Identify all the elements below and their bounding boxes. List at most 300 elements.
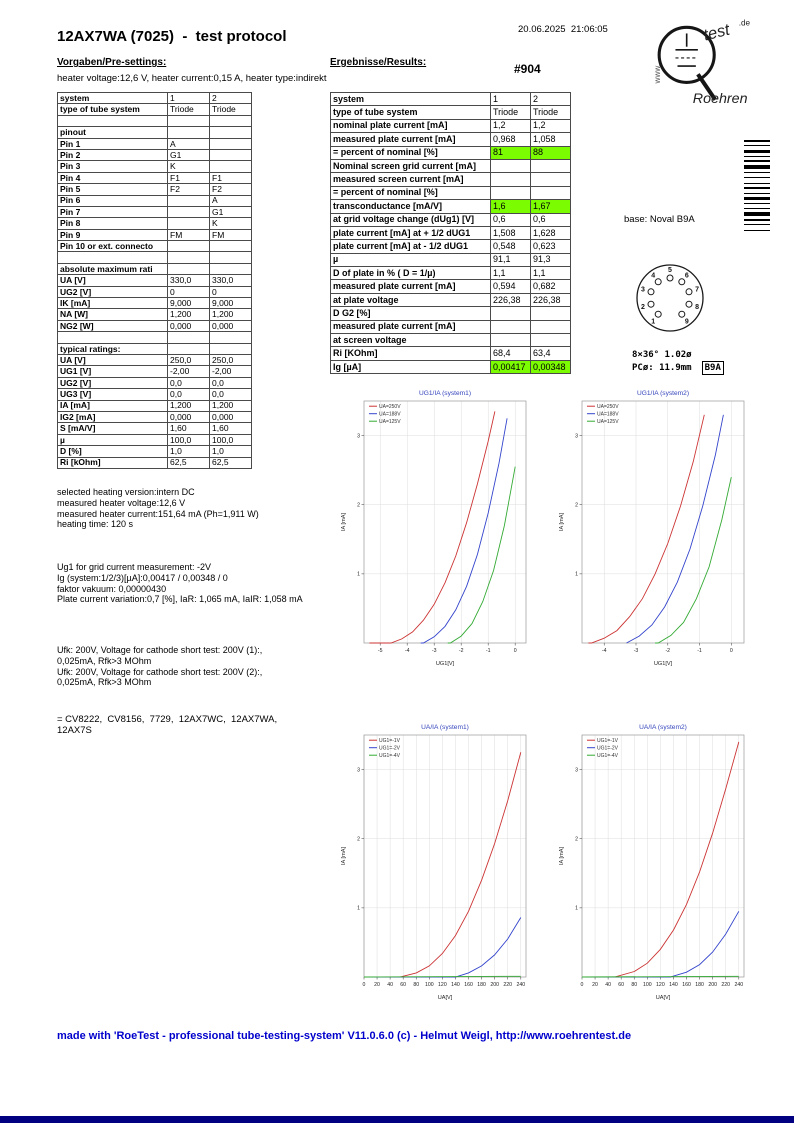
note-line: Ufk: 200V, Voltage for cathode short test: 200V (2):,	[57, 666, 263, 677]
value-system1: 250,0	[168, 354, 210, 365]
row-label: D of plate in % ( D = 1/µ)	[331, 267, 491, 280]
value-system1: 1	[491, 93, 531, 106]
value-system1	[168, 218, 210, 229]
value-system1	[491, 186, 531, 199]
b9a-badge: B9A	[702, 361, 724, 375]
row-label: measured plate current [mA]	[331, 133, 491, 146]
chart-ua-ia-system2	[556, 720, 751, 1015]
legend-label: UG1=-2V	[597, 745, 618, 752]
table-row	[331, 93, 571, 106]
socket-pin-number: 6	[684, 272, 689, 280]
legend-label: UA=188V	[597, 411, 619, 418]
x-tick-label: 120	[438, 982, 447, 988]
x-tick-label: -5	[377, 648, 383, 654]
value-system1: 0,000	[168, 320, 210, 331]
logo-www-text: www.	[653, 63, 663, 84]
x-tick-label: 120	[656, 982, 665, 988]
logo-name-text: Roehren	[692, 90, 748, 107]
table-row	[331, 173, 571, 186]
value-system2	[210, 241, 252, 252]
socket-pin-hole	[648, 301, 654, 307]
note-cathode-short-test	[57, 645, 262, 688]
x-tick-label: 80	[413, 982, 420, 988]
note-line: heating time: 120 s	[57, 519, 134, 530]
y-axis-label: IA [mA]	[341, 846, 347, 866]
legend-label: UG1=-4V	[379, 753, 400, 759]
x-tick-label: 40	[387, 982, 394, 988]
value-system2	[210, 149, 252, 160]
row-label: = percent of nominal [%]	[331, 146, 491, 159]
table-row	[58, 138, 252, 149]
x-tick-label: 180	[477, 982, 486, 988]
y-tick-label: 3	[575, 433, 578, 440]
x-tick-label: 140	[451, 982, 460, 988]
x-tick-label: 140	[669, 982, 678, 988]
row-label: Pin 9	[58, 229, 168, 240]
table-row	[58, 343, 252, 354]
value-system2: Triode	[531, 106, 571, 119]
socket-pin-number: 2	[640, 304, 645, 312]
value-system2: 88	[531, 146, 571, 159]
x-tick-label: -2	[665, 648, 671, 654]
table-row	[58, 127, 252, 138]
value-system2: 1,628	[531, 226, 571, 239]
value-system2	[210, 115, 252, 126]
table-row	[58, 115, 252, 126]
x-tick-label: 0	[580, 982, 584, 988]
value-system1: 68,4	[491, 347, 531, 360]
value-system1: 0,594	[491, 280, 531, 293]
row-label: IK [mA]	[58, 298, 168, 309]
value-system1: F1	[168, 172, 210, 183]
value-system2: 0,682	[531, 280, 571, 293]
table-row	[58, 252, 252, 263]
socket-pin-number: 5	[668, 266, 672, 274]
value-system2: 0,623	[531, 240, 571, 253]
table-row	[331, 200, 571, 213]
y-axis-label: IA [mA]	[559, 512, 565, 532]
row-label: S [mA/V]	[58, 423, 168, 434]
table-row	[58, 275, 252, 286]
bottom-bar	[0, 1116, 794, 1123]
legend-label: UA=250V	[597, 404, 619, 410]
value-system1: 1,200	[168, 400, 210, 411]
y-tick-label: 1	[357, 571, 360, 578]
value-system1	[168, 241, 210, 252]
row-label: system	[331, 93, 491, 106]
x-tick-label: 160	[464, 982, 473, 988]
legend-label: UG1=-1V	[597, 738, 618, 744]
value-system2: 2	[531, 93, 571, 106]
chart-ug1-ia-system1	[338, 386, 533, 681]
presettings-table	[57, 92, 252, 469]
logo-de-text: .de	[738, 18, 751, 28]
row-label: Pin 6	[58, 195, 168, 206]
value-system1: G1	[168, 149, 210, 160]
legend-label: UA=125V	[379, 419, 401, 425]
x-tick-label: 60	[400, 982, 407, 988]
note-line: faktor vakuum: 0,00000430	[57, 583, 167, 594]
note-line: Ig (system:1/2/3)[µA]:0,00417 / 0,00348 / 0	[57, 572, 228, 583]
value-system2: 0,000	[210, 411, 252, 422]
row-label: Nominal screen grid current [mA]	[331, 159, 491, 172]
value-system1: 62,5	[168, 457, 210, 468]
value-system2: 1,200	[210, 309, 252, 320]
value-system1: 1	[168, 93, 210, 104]
value-system1: 0,000	[168, 411, 210, 422]
value-system2: 1,60	[210, 423, 252, 434]
row-label: UG1 [V]	[58, 366, 168, 377]
row-label: NA [W]	[58, 309, 168, 320]
row-label: UA [V]	[58, 354, 168, 365]
row-label: nominal plate current [mA]	[331, 119, 491, 132]
table-row	[331, 320, 571, 333]
note-line: 0,025mA, Rfk>3 MOhm	[57, 677, 152, 688]
x-tick-label: -1	[697, 648, 702, 654]
value-system2	[531, 307, 571, 320]
legend-label: UG1=-2V	[379, 745, 400, 752]
value-system1: Triode	[491, 106, 531, 119]
socket-pin-number: 3	[640, 286, 645, 294]
value-system2: F2	[210, 184, 252, 195]
value-system2: 1,200	[210, 400, 252, 411]
value-system2: 100,0	[210, 434, 252, 445]
y-tick-label: 3	[357, 433, 360, 440]
value-system2	[210, 332, 252, 343]
x-tick-label: 220	[721, 982, 731, 988]
value-system2: 63,4	[531, 347, 571, 360]
note-line: Ufk: 200V, Voltage for cathode short test: 200V (1):,	[57, 645, 263, 655]
value-system1: 0,00417	[491, 360, 531, 373]
value-system2: K	[210, 218, 252, 229]
table-row	[58, 172, 252, 183]
value-system2: Triode	[210, 104, 252, 115]
value-system1: 330,0	[168, 275, 210, 286]
row-label: Pin 5	[58, 184, 168, 195]
value-system2: 62,5	[210, 457, 252, 468]
value-system2: 250,0	[210, 354, 252, 365]
table-row	[58, 309, 252, 320]
row-label	[58, 332, 168, 343]
socket-pin-number: 4	[651, 272, 656, 280]
value-system1: 226,38	[491, 293, 531, 306]
presettings-heading: Vorgaben/Pre-settings:	[57, 57, 167, 68]
value-system1	[491, 173, 531, 186]
value-system1: 81	[491, 146, 531, 159]
value-system2: 1,1	[531, 267, 571, 280]
table-row	[58, 423, 252, 434]
results-table	[330, 92, 571, 374]
row-label: Ri [kOhm]	[58, 457, 168, 468]
note-line: Plate current variation:0,7 [%], IaR: 1,065 mA, IaIR: 1,058 mA	[57, 594, 303, 605]
value-system2	[210, 252, 252, 263]
table-row	[58, 457, 252, 468]
value-system1: 1,2	[491, 119, 531, 132]
value-system2: 330,0	[210, 275, 252, 286]
row-label: Ig [µA]	[331, 360, 491, 373]
x-tick-label: -1	[485, 648, 491, 654]
socket-pin-hole	[667, 275, 673, 281]
value-system1	[168, 332, 210, 343]
value-system2	[210, 263, 252, 274]
socket-pin-hole	[679, 279, 685, 285]
table-row	[58, 206, 252, 217]
table-row	[58, 184, 252, 195]
y-tick-label: 3	[357, 767, 360, 774]
table-row	[58, 286, 252, 297]
base-label: base: Noval B9A	[624, 214, 695, 225]
table-row	[331, 226, 571, 239]
value-system1	[168, 115, 210, 126]
value-system1: F2	[168, 184, 210, 195]
x-tick-label: 200	[708, 982, 717, 988]
value-system2: -2,00	[210, 366, 252, 377]
table-row	[331, 307, 571, 320]
row-label: at screen voltage	[331, 334, 491, 347]
row-label: absolute maximum rati	[58, 263, 168, 274]
value-system1: 0,548	[491, 240, 531, 253]
value-system1: Triode	[168, 104, 210, 115]
value-system2	[210, 138, 252, 149]
table-row	[331, 133, 571, 146]
row-label: measured plate current [mA]	[331, 280, 491, 293]
value-system2: F1	[210, 172, 252, 183]
value-system1	[168, 206, 210, 217]
legend-label: UA=250V	[379, 404, 401, 410]
table-row	[58, 446, 252, 457]
row-label: µ	[58, 434, 168, 445]
row-label: Pin 3	[58, 161, 168, 172]
row-label: Pin 10 or ext. connecto	[58, 241, 168, 252]
value-system2: 0,00348	[531, 360, 571, 373]
socket-dim-line1: 8×36° 1.02ø	[632, 350, 692, 360]
barcode-svg	[744, 140, 770, 234]
socket-pin-hole	[655, 279, 661, 285]
value-system2: 0,0	[210, 389, 252, 400]
table-row	[58, 149, 252, 160]
row-label: plate current [mA] at + 1/2 dUG1	[331, 226, 491, 239]
y-tick-label: 1	[357, 905, 360, 912]
value-system2: 0,6	[531, 213, 571, 226]
x-tick-label: 240	[516, 982, 526, 988]
chart-ug1-ia-system2	[556, 386, 751, 681]
value-system2	[210, 161, 252, 172]
table-row	[58, 263, 252, 274]
y-tick-label: 1	[575, 571, 578, 578]
x-tick-label: 100	[642, 982, 652, 988]
x-axis-label: UG1[V]	[435, 661, 455, 667]
socket-pin-hole	[679, 311, 685, 317]
x-tick-label: 0	[513, 648, 517, 654]
table-row	[331, 146, 571, 159]
chart-title: UG1/IA (system1)	[418, 390, 472, 397]
row-label: Pin 8	[58, 218, 168, 229]
x-tick-label: 0	[362, 982, 366, 988]
x-tick-label: 20	[374, 982, 380, 988]
socket-diagram	[630, 256, 712, 340]
value-system1	[491, 159, 531, 172]
y-tick-label: 2	[357, 836, 360, 843]
legend-label: UA=188V	[379, 411, 401, 418]
note-line: measured heater voltage:12,6 V	[57, 497, 186, 508]
chart-svg-ua-ia-system2	[556, 720, 751, 1015]
value-system1: 1,0	[168, 446, 210, 457]
x-tick-label: 40	[605, 982, 612, 988]
table-row	[331, 213, 571, 226]
chart-ua-ia-system1	[338, 720, 533, 1015]
value-system2	[531, 186, 571, 199]
value-system2: 1,058	[531, 133, 571, 146]
value-system1: 0,0	[168, 377, 210, 388]
value-system2: 1,2	[531, 119, 571, 132]
legend-label: UG1=-1V	[379, 738, 400, 744]
row-label: Pin 1	[58, 138, 168, 149]
row-label: UG2 [V]	[58, 377, 168, 388]
value-system2	[531, 320, 571, 333]
value-system2: 0,000	[210, 320, 252, 331]
table-row	[58, 298, 252, 309]
value-system1: 0,968	[491, 133, 531, 146]
page-title: 12AX7WA (7025) - test protocol	[57, 28, 287, 45]
table-row	[331, 253, 571, 266]
table-row	[331, 267, 571, 280]
barcode	[744, 140, 770, 234]
y-axis-label: IA [mA]	[341, 512, 347, 532]
socket-pin-number: 7	[695, 286, 700, 294]
chart-title: UA/IA (system2)	[639, 724, 687, 731]
note-line: measured heater current:151,64 mA (Ph=1,911 W)	[57, 508, 259, 519]
footer-credit: made with 'RoeTest - professional tube-testing-system' V11.0.6.0 (c) - Helmut Weigl, http://www.roehrentest.de	[57, 1030, 632, 1042]
socket-pin-hole	[686, 289, 692, 295]
value-system2	[531, 334, 571, 347]
table-row	[58, 411, 252, 422]
table-row	[58, 195, 252, 206]
row-label: µ	[331, 253, 491, 266]
value-system2	[531, 173, 571, 186]
value-system1: K	[168, 161, 210, 172]
row-label: = percent of nominal [%]	[331, 186, 491, 199]
chart-title: UG1/IA (system2)	[636, 390, 690, 397]
table-row	[331, 186, 571, 199]
value-system2	[531, 159, 571, 172]
x-tick-label: 100	[424, 982, 434, 988]
x-axis-label: UG1[V]	[653, 661, 673, 667]
value-system2: 1,0	[210, 446, 252, 457]
value-system1	[168, 263, 210, 274]
table-row	[331, 106, 571, 119]
row-label: Pin 2	[58, 149, 168, 160]
value-system1	[168, 195, 210, 206]
row-label: UG2 [V]	[58, 286, 168, 297]
logo-svg	[652, 10, 754, 112]
note-grid-current	[57, 562, 303, 605]
x-tick-label: 0	[729, 648, 733, 654]
row-label: IA [mA]	[58, 400, 168, 411]
results-heading: Ergebnisse/Results:	[330, 57, 427, 68]
socket-pin-number: 1	[651, 318, 656, 326]
row-label: type of tube system	[58, 104, 168, 115]
value-system1: 1,60	[168, 423, 210, 434]
table-row	[58, 229, 252, 240]
value-system1: 1,1	[491, 267, 531, 280]
x-tick-label: 80	[631, 982, 638, 988]
value-system1: 1,508	[491, 226, 531, 239]
x-tick-label: -3	[431, 648, 437, 654]
value-system2: G1	[210, 206, 252, 217]
value-system2: 1,67	[531, 200, 571, 213]
table-row	[331, 347, 571, 360]
row-label: IG2 [mA]	[58, 411, 168, 422]
value-system1	[491, 307, 531, 320]
socket-dimensions	[632, 349, 724, 375]
note-equivalent-types	[57, 715, 277, 737]
value-system2: FM	[210, 229, 252, 240]
table-row	[58, 389, 252, 400]
x-tick-label: 240	[734, 982, 744, 988]
note-line: Ug1 for grid current measurement: -2V	[57, 562, 212, 572]
row-label	[58, 115, 168, 126]
value-system1: 1,6	[491, 200, 531, 213]
row-label: typical ratings:	[58, 343, 168, 354]
row-label: Pin 7	[58, 206, 168, 217]
y-tick-label: 3	[575, 767, 578, 774]
table-row	[58, 377, 252, 388]
x-axis-label: UA[V]	[655, 995, 671, 1001]
x-tick-label: 160	[682, 982, 691, 988]
value-system1: 0,6	[491, 213, 531, 226]
value-system1: 0,0	[168, 389, 210, 400]
table-row	[58, 93, 252, 104]
value-system2: 91,3	[531, 253, 571, 266]
row-label: UG3 [V]	[58, 389, 168, 400]
table-row	[331, 360, 571, 373]
note-line: = CV8222, CV8156, 7729, 12AX7WC, 12AX7WA,	[57, 714, 278, 725]
socket-svg	[630, 256, 712, 340]
row-label: measured screen current [mA]	[331, 173, 491, 186]
row-label: type of tube system	[331, 106, 491, 119]
table-row	[58, 161, 252, 172]
socket-pin-hole	[655, 311, 661, 317]
table-row	[331, 334, 571, 347]
value-system2: 0,0	[210, 377, 252, 388]
row-label: at grid voltage change (dUg1) [V]	[331, 213, 491, 226]
x-tick-label: 60	[618, 982, 625, 988]
note-heating	[57, 487, 259, 530]
y-tick-label: 1	[575, 905, 578, 912]
value-system1: 100,0	[168, 434, 210, 445]
socket-pin-hole	[686, 301, 692, 307]
chart-svg-ug1-ia-system2	[556, 386, 751, 681]
socket-pin-hole	[648, 289, 654, 295]
value-system2: 2	[210, 93, 252, 104]
table-row	[58, 400, 252, 411]
x-tick-label: -2	[458, 648, 464, 654]
x-tick-label: 180	[695, 982, 704, 988]
y-tick-label: 2	[357, 502, 360, 509]
note-line: 12AX7S	[57, 724, 92, 736]
table-row	[58, 434, 252, 445]
row-label: measured plate current [mA]	[331, 320, 491, 333]
table-row	[331, 119, 571, 132]
roehrentest-logo	[652, 10, 754, 112]
x-tick-label: 20	[592, 982, 598, 988]
table-row	[331, 159, 571, 172]
value-system2: 226,38	[531, 293, 571, 306]
table-row	[58, 241, 252, 252]
serial-number: #904	[514, 62, 541, 76]
row-label: plate current [mA] at - 1/2 dUG1	[331, 240, 491, 253]
row-label: at plate voltage	[331, 293, 491, 306]
